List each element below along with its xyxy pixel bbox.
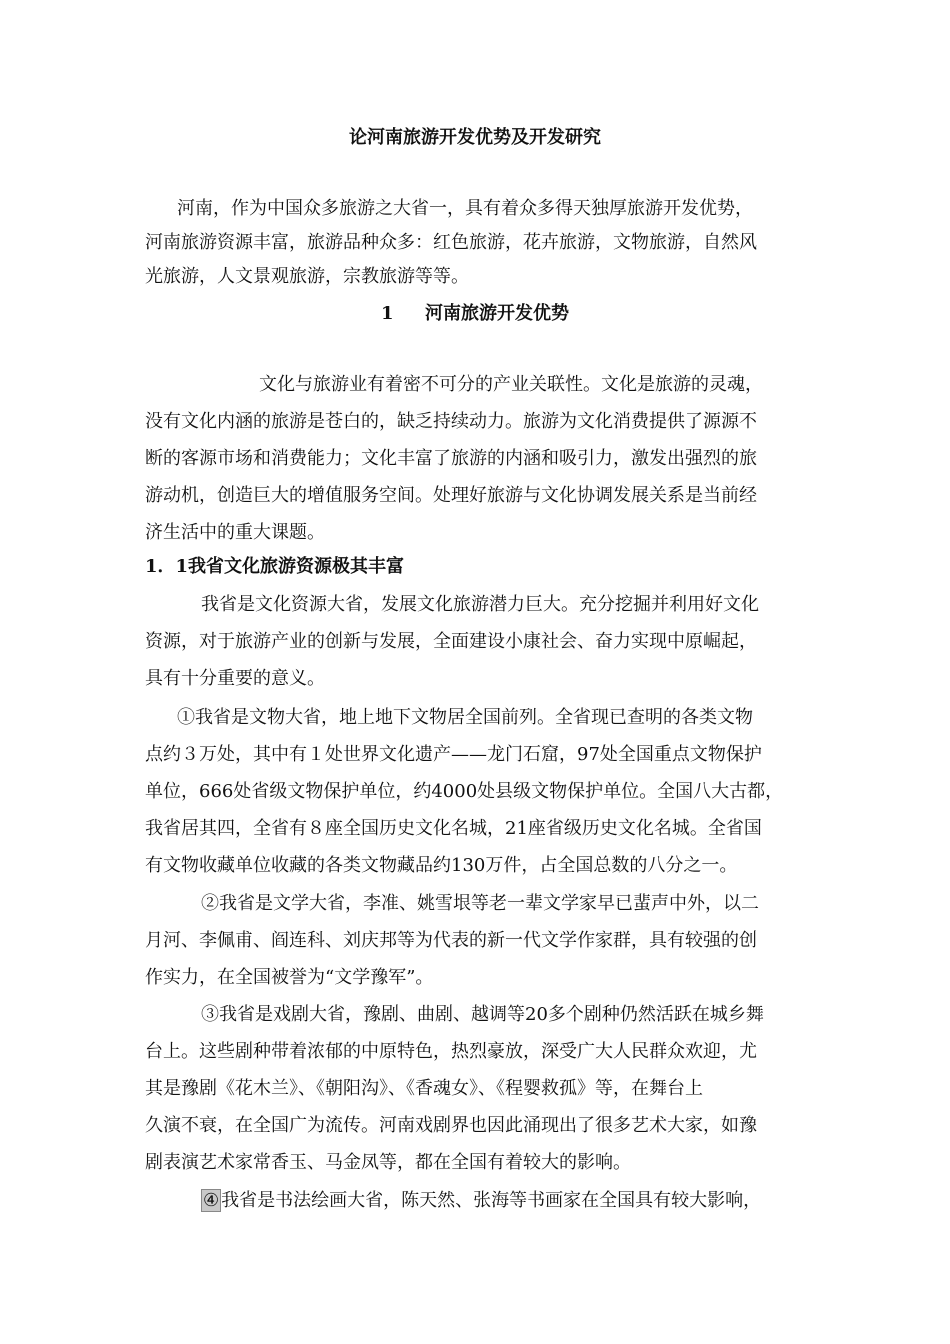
- intro-line: 河南，作为中国众多旅游之大省一，具有着众多得天独厚旅游开发优势，: [177, 198, 753, 219]
- paragraph-text: 我省是书法绘画大省，陈天然、张海等书画家在全国具有较大影响，: [221, 1190, 762, 1211]
- paragraph-line: 文化与旅游业有着密不可分的产业关联性。文化是旅游的灵魂，: [259, 374, 763, 395]
- section-title: 河南旅游开发优势: [425, 303, 569, 324]
- paragraph-line: 有文物收藏单位收藏的各类文物藏品约130万件，占全国总数的八分之一。: [145, 855, 738, 876]
- document-title: 论河南旅游开发优势及开发研究: [349, 127, 601, 148]
- calligraphy-paragraph: [145, 1182, 815, 1219]
- highlighted-marker: ④: [203, 1190, 220, 1211]
- intro-paragraph: [145, 192, 815, 294]
- paragraph-line: ③我省是戏剧大省，豫剧、曲剧、越调等20多个剧种仍然活跃在城乡舞: [201, 1004, 764, 1025]
- section-paragraph: [145, 366, 815, 551]
- paragraph-line: 其是豫剧《花木兰》、《朝阳沟》、《香魂女》、《程婴救孤》等，在舞台上: [145, 1078, 703, 1099]
- intro-line: 河南旅游资源丰富，旅游品种众多：红色旅游，花卉旅游，文物旅游，自然风: [145, 232, 757, 253]
- paragraph-line: 断的客源市场和消费能力；文化丰富了旅游的内涵和吸引力，激发出强烈的旅: [145, 448, 757, 469]
- paragraph-line: 资源，对于旅游产业的创新与发展，全面建设小康社会、奋力实现中原崛起，: [145, 631, 757, 652]
- cultural-relics-paragraph: [145, 699, 815, 884]
- paragraph-line: 没有文化内涵的旅游是苍白的，缺乏持续动力。旅游为文化消费提供了源源不: [145, 411, 757, 432]
- paragraph-line: 月河、李佩甫、阎连科、刘庆邦等为代表的新一代文学作家群，具有较强的创: [145, 930, 757, 951]
- paragraph-line: 具有十分重要的意义。: [145, 668, 325, 689]
- paragraph-line: ②我省是文学大省，李准、姚雪垠等老一辈文学家早已蜚声中外，以二: [201, 893, 759, 914]
- paragraph-line: 济生活中的重大课题。: [145, 522, 325, 543]
- paragraph-line: 我省居其四，全省有８座全国历史文化名城，21座省级历史文化名城。全省国: [145, 818, 762, 839]
- section-number: 1: [381, 303, 394, 324]
- paragraph-line: [145, 1182, 815, 1219]
- intro-line: 光旅游，人文景观旅游，宗教旅游等等。: [145, 266, 469, 287]
- paragraph-line: 单位，666处省级文物保护单位，约4000处县级文物保护单位。全国八大古都，: [145, 781, 784, 802]
- paragraph-line: 我省是文化资源大省，发展文化旅游潜力巨大。充分挖掘并利用好文化: [201, 594, 759, 615]
- paragraph-line: 台上。这些剧种带着浓郁的中原特色，热烈豪放，深受广大人民群众欢迎，尤: [145, 1041, 757, 1062]
- drama-paragraph: [145, 996, 815, 1181]
- subsection-paragraph: [145, 586, 815, 697]
- section-heading: [0, 300, 950, 328]
- paragraph-line: 作实力，在全国被誉为“文学豫军”。: [145, 967, 434, 988]
- paragraph-line: 剧表演艺术家常香玉、马金凤等，都在全国有着较大的影响。: [145, 1152, 631, 1173]
- paragraph-line: 久演不衰，在全国广为流传。河南戏剧界也因此涌现出了很多艺术大家，如豫: [145, 1115, 757, 1136]
- subsection-heading: 1．1我省文化旅游资源极其丰富: [145, 556, 405, 577]
- literature-paragraph: [145, 885, 815, 996]
- paragraph-line: ①我省是文物大省，地上地下文物居全国前列。全省现已查明的各类文物: [177, 707, 753, 728]
- paragraph-line: 点约３万处，其中有１处世界文化遗产——龙门石窟，97处全国重点文物保护: [145, 744, 762, 765]
- paragraph-line: 游动机，创造巨大的增值服务空间。处理好旅游与文化协调发展关系是当前经: [145, 485, 757, 506]
